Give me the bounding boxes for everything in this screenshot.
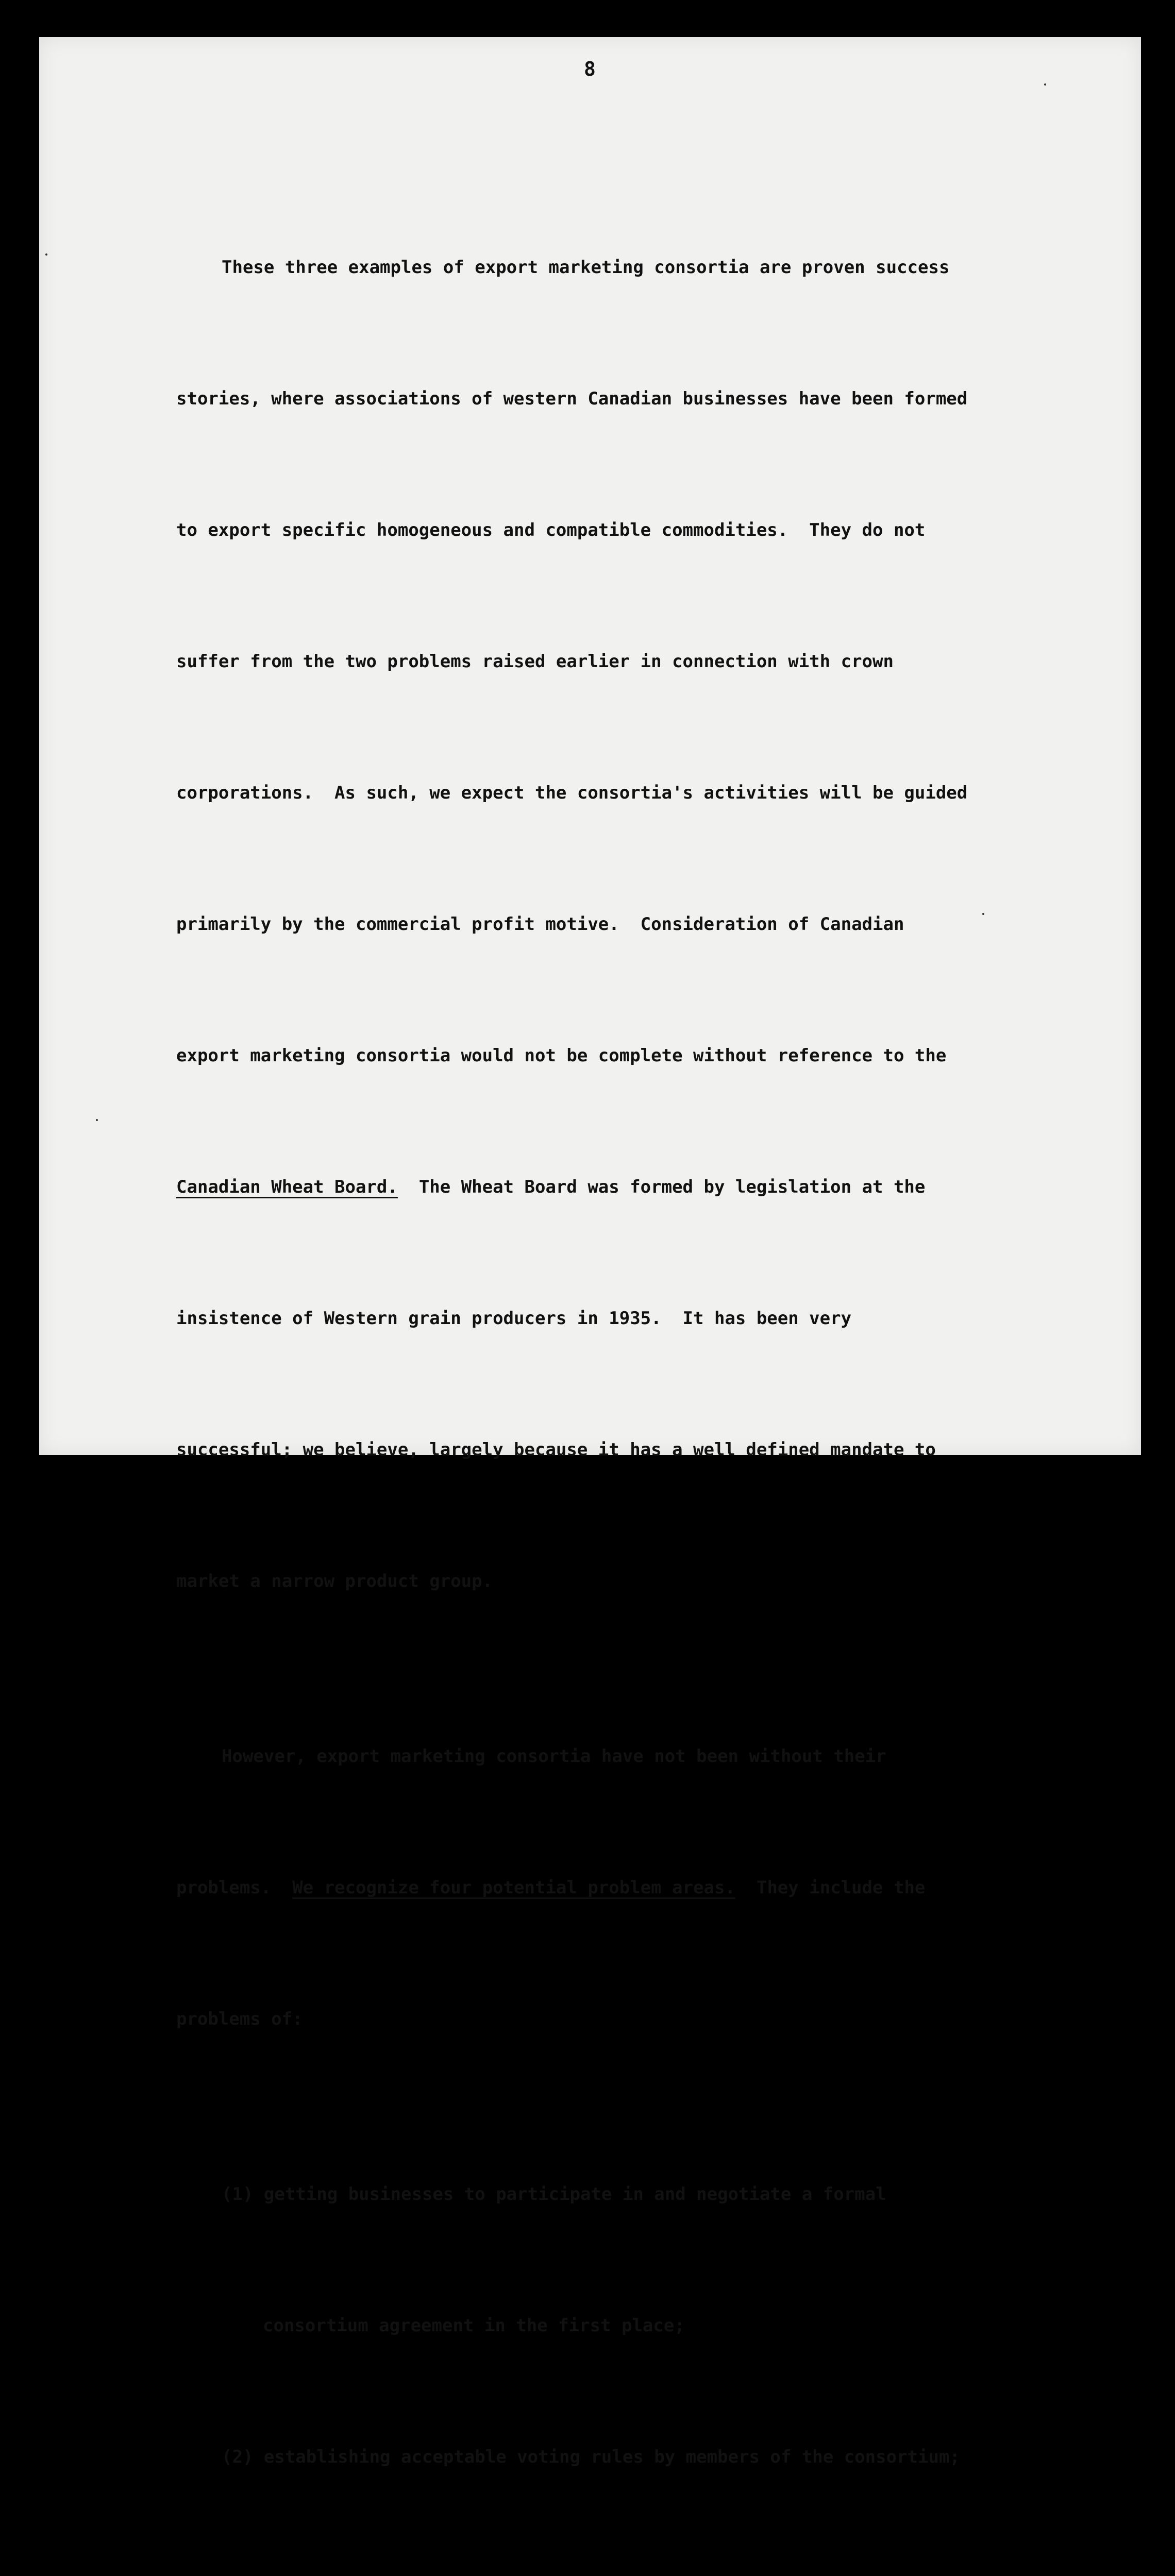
underlined-phrase: We recognize four potential problem areas.: [292, 1877, 735, 1898]
text-span: problems.: [176, 1877, 293, 1898]
text-span: The Wheat Board was formed by legislation at the: [397, 1177, 926, 1197]
text-line: corporations. As such, we expect the consortia's activities will be guided: [176, 783, 968, 803]
text-line: However, export marketing consortia have not been without their: [222, 1746, 886, 1767]
underlined-heading: Canadian Wheat Board.: [176, 1177, 398, 1197]
text-span: They include the: [735, 1877, 926, 1898]
scan-speck: [45, 253, 47, 256]
scanned-page: [39, 37, 1141, 2467]
text-line: stories, where associations of western Canadian businesses have been formed: [176, 388, 968, 409]
scan-speck: [96, 1119, 98, 1121]
text-line: primarily by the commercial profit motive. Consideration of Canadian: [176, 914, 904, 935]
document-body: [176, 158, 1063, 2576]
text-line: suffer from the two problems raised earlier in connection with crown: [176, 651, 894, 672]
text-line: [176, 1866, 1063, 1910]
list-item: (2) establishing acceptable voting rules by members of the consortium;: [222, 2447, 960, 2467]
text-line: successful; we believe, largely because it has a well defined mandate to: [176, 1439, 936, 1460]
text-line: These three examples of export marketing consortia are proven success: [222, 257, 950, 278]
page-number: 8: [584, 58, 596, 80]
list-item: (1) getting businesses to participate in and negotiate a formal: [222, 2184, 886, 2205]
text-line: to export specific homogeneous and compatible commodities. They do not: [176, 520, 926, 540]
text-line: insistence of Western grain producers in 1935. It has been very: [176, 1308, 852, 1329]
text-line: [176, 1165, 1063, 1209]
list-item-continuation: consortium agreement in the first place;: [263, 2315, 685, 2336]
text-line: market a narrow product group.: [176, 1571, 493, 1591]
list-item: [176, 2567, 1063, 2576]
scan-speck: [1044, 83, 1046, 86]
text-line: problems of:: [176, 2009, 303, 2029]
text-line: export marketing consortia would not be complete without reference to the: [176, 1045, 947, 1066]
